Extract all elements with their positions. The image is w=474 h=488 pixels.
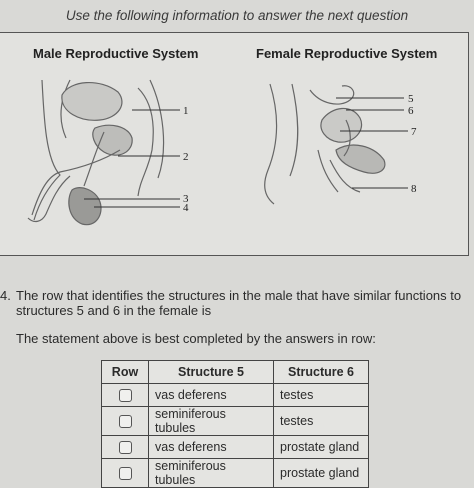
answer-table-header: [102, 361, 369, 384]
answer-structure-6: testes: [274, 407, 369, 436]
answer-structure-6: prostate gland: [274, 459, 369, 488]
question-number: 4.: [0, 288, 11, 303]
answer-row[interactable]: [102, 407, 369, 436]
answer-structure-5: vas deferens: [149, 436, 274, 459]
female-label-5: 5: [408, 93, 414, 105]
answer-row[interactable]: [102, 436, 369, 459]
answer-radio-1[interactable]: [119, 389, 132, 402]
answer-structure-5: seminiferous tubules: [149, 407, 274, 436]
answer-structure-5: seminiferous tubules: [149, 459, 274, 488]
answer-radio-3[interactable]: [119, 441, 132, 454]
male-label-3: 3: [183, 193, 189, 205]
answer-structure-6: testes: [274, 384, 369, 407]
female-label-8: 8: [411, 183, 417, 195]
male-leader-lines: [84, 110, 180, 207]
female-diagram: [265, 84, 385, 204]
female-label-6: 6: [408, 105, 414, 117]
male-label-1: 1: [183, 105, 189, 117]
female-diagram-title: Female Reproductive System: [256, 46, 438, 61]
intro-text: Use the following information to answer the next question: [65, 8, 409, 23]
female-label-7: 7: [411, 126, 417, 138]
male-label-2: 2: [183, 151, 189, 163]
question-text: The row that identifies the structures in the male that have similar functions to structures 5 and 6 in the female is: [16, 288, 462, 318]
male-diagram-title: Male Reproductive System: [33, 46, 199, 61]
answer-structure-6: prostate gland: [274, 436, 369, 459]
question-stem: The statement above is best completed by the answers in row:: [16, 331, 376, 346]
answer-row[interactable]: [102, 384, 369, 407]
header-row: Row: [102, 361, 149, 384]
male-label-4: 4: [183, 202, 189, 214]
answer-radio-4[interactable]: [119, 467, 132, 480]
answer-structure-5: vas deferens: [149, 384, 274, 407]
answer-row[interactable]: [102, 459, 369, 488]
answer-table: [101, 360, 369, 488]
answer-radio-2[interactable]: [119, 415, 132, 428]
male-diagram: [28, 80, 164, 225]
header-structure-5: Structure 5: [149, 361, 274, 384]
header-structure-6: Structure 6: [274, 361, 369, 384]
